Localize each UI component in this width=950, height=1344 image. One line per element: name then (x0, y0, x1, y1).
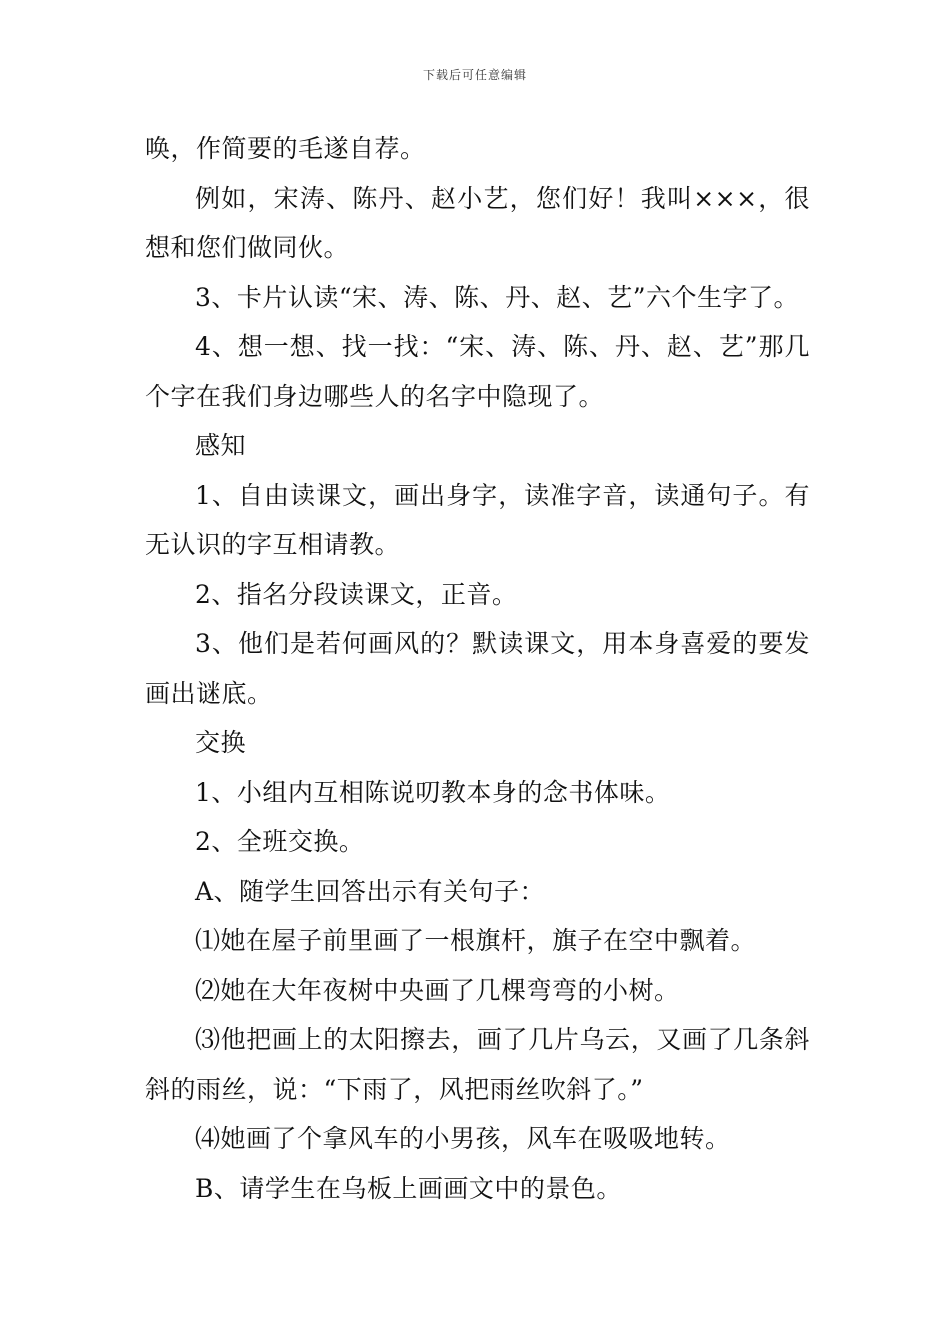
paragraph: 2、指名分段读课文，正音。 (195, 579, 518, 609)
section-heading: 交换 (195, 728, 247, 757)
paragraph: 2、全班交换。 (195, 827, 365, 856)
paragraph: 1、小组内互相陈说叨教本身的念书体味。 (195, 777, 671, 807)
paragraph: ⑶他把画上的太阳擦去，画了几片乌云，又画了几条斜斜的雨丝，说：“下雨了，风把雨丝吹斜了。” (145, 1025, 810, 1104)
paragraph: 3、他们是若何画风的？默读课文，用本身喜爱的要发画出谜底。 (145, 629, 810, 708)
paragraph: 3、卡片认读“宋、涛、陈、丹、赵、艺”六个生字了。 (195, 282, 799, 312)
paragraph: ⑷她画了个拿风车的小男孩，风车在吸吸地转。 (195, 1124, 731, 1153)
paragraph: 例如，宋涛、陈丹、赵小艺，您们好！我叫×××，很想和您们做同伙。 (145, 183, 810, 262)
paragraph: ⑴她在屋子前里画了一根旗杆，旗子在空中飘着。 (195, 926, 757, 955)
header-note: 下载后可任意编辑 (422, 68, 527, 82)
section-heading: 感知 (195, 431, 247, 460)
paragraph: 1、自由读课文，画出身字，读准字音，读通句子。有无认识的字互相请教。 (145, 480, 810, 559)
paragraph: ⑵她在大年夜树中央画了几棵弯弯的小树。 (195, 975, 680, 1005)
paragraph: 4、想一想、找一找：“宋、涛、陈、丹、赵、艺”那几个字在我们身边哪些人的名字中隐现了。 (145, 332, 810, 411)
paragraph: 唤，作简要的毛遂自荐。 (145, 134, 426, 163)
paragraph: A、随学生回答出示有关句子： (195, 876, 546, 906)
paragraph: B、请学生在乌板上画画文中的景色。 (195, 1173, 622, 1203)
document-body (145, 124, 810, 1213)
